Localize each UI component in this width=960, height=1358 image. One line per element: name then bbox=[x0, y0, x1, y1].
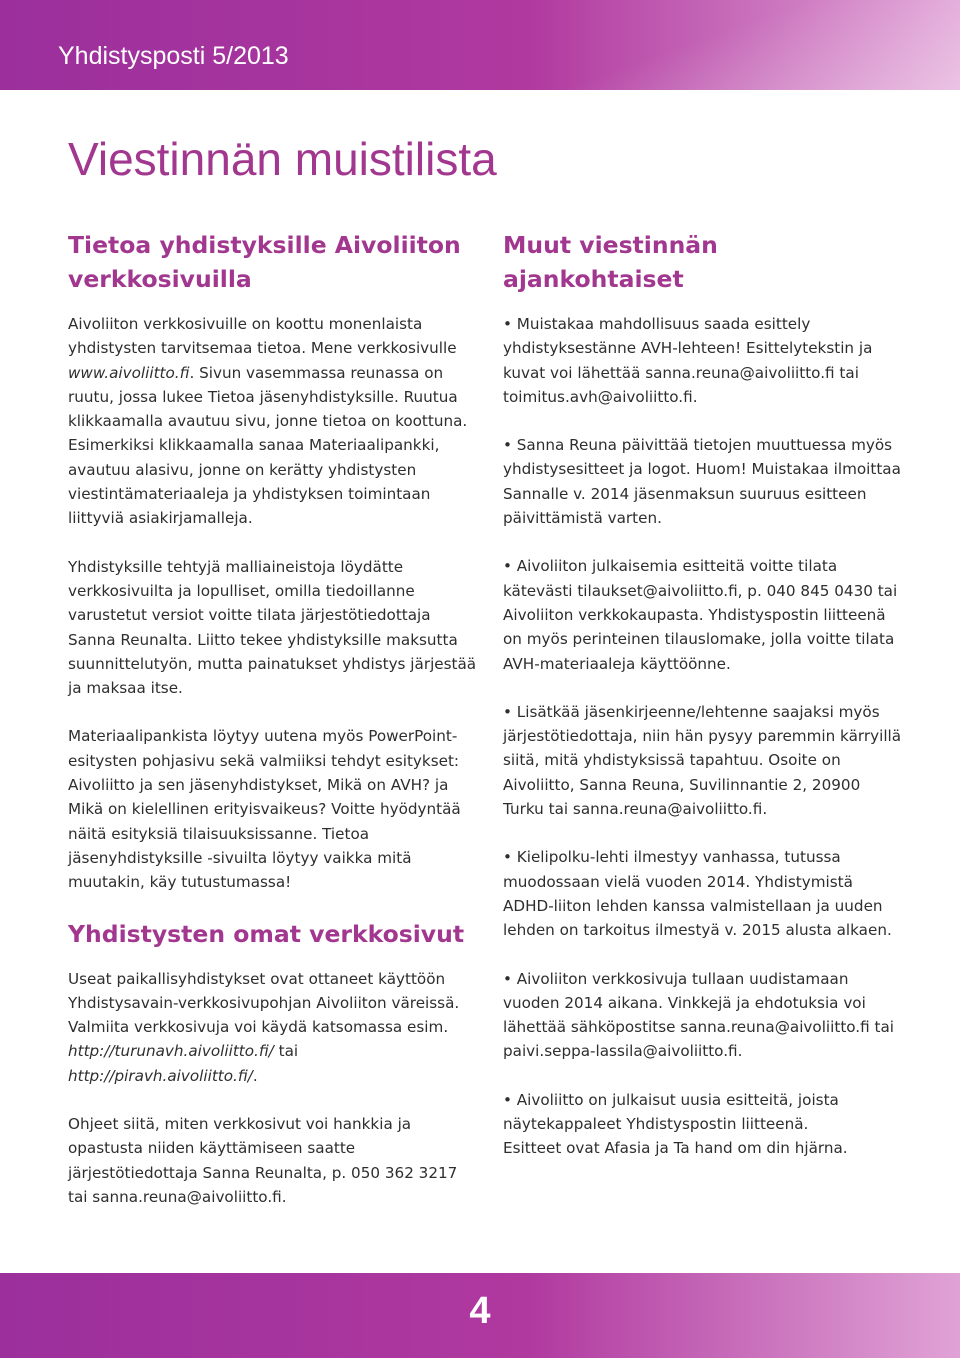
list-item: • Aivoliitto on julkaisut uusia esitteitä, joista näytekappaleet Yhdistyspostin liitteenä. bbox=[503, 1090, 839, 1134]
section-heading-other-news: Muut viestinnän ajankohtaiset bbox=[503, 231, 718, 293]
page-title: Viestinnän muistilista bbox=[68, 133, 497, 185]
paragraph-text: Aivoliiton verkkosivuille on koottu monenlaista yhdistysten tarvitsemaa tietoa. Mene verkkosivulle bbox=[68, 315, 457, 358]
left-column bbox=[68, 228, 478, 1209]
turku-site-link[interactable]: http://turunavh.aivoliitto.fi/ bbox=[68, 1042, 274, 1061]
list-item: • Aivoliiton verkkosivuja tullaan uudistamaan vuoden 2014 aikana. Vinkkejä ja ehdotuksia voi lähettää sähköpostitse sanna.reuna@aivoliitto.fi tai paivi.seppa-lassila@aivoliitto.fi. bbox=[503, 969, 895, 1061]
publication-title: Yhdistysposti 5/2013 bbox=[58, 42, 289, 70]
section-heading-own-websites: Yhdistysten omat verkkosivut bbox=[68, 919, 465, 948]
paragraph-instructions: Ohjeet siitä, miten verkkosivut voi hankkia ja opastusta niiden käyttämiseen saatte järjestötiedottaja Sanna Reunalta, p. 050 362 3217 tai sanna.reuna@aivoliitto.fi. bbox=[68, 1115, 458, 1206]
page-number: 4 bbox=[469, 1290, 491, 1332]
paragraph-text: tai bbox=[273, 1042, 299, 1061]
section-heading-association-info: Tietoa yhdistyksille Aivoliiton verkkosivuilla bbox=[68, 231, 461, 293]
paragraph-text: . bbox=[252, 1066, 258, 1085]
list-item: • Lisätkää jäsenkirjeenne/lehtenne saajaksi myös järjestötiedottaja, niin hän pysyy paremmin kärryillä siitä, mitä yhdistyksissä tapahtuu. Osoite on Aivoliitto, Sanna Reuna, Suvilinnantie 2, 20900 Turku tai sanna.reuna@aivoliitto.fi. bbox=[503, 702, 902, 819]
paragraph-powerpoint: Materiaalipankista löytyy uutena myös PowerPoint-esitysten pohjasivu sekä valmiiksi tehdyt esitykset: Aivoliitto ja sen jäsenyhdistykset, Mikä on AVH? ja Mikä on kielellinen erityisvaikeus? Voitte hyödyntää näitä esityksiä tilaisuuksissanne. Tietoa jäsenyhdistyksille -sivuilta löytyy vaikka mitä muutakin, käy tutustumassa! bbox=[68, 727, 461, 892]
list-item: • Muistakaa mahdollisuus saada esittely yhdistyksestänne AVH-lehteen! Esittelytekstin ja kuvat voi lähettää sanna.reuna@aivoliitto.fi tai toimitus.avh@aivoliitto.fi. bbox=[503, 315, 873, 406]
pirkanmaa-site-link[interactable]: http://piravh.aivoliitto.fi/ bbox=[68, 1066, 253, 1085]
list-item-continuation: Esitteet ovat Afasia ja Ta hand om din hjärna. bbox=[503, 1139, 848, 1158]
paragraph-website-info bbox=[68, 312, 478, 531]
paragraph-own-websites bbox=[68, 967, 478, 1088]
paragraph-templates: Yhdistyksille tehtyjä malliaineistoja löydätte verkkosivuilta ja lopulliset, omilla tiedoillanne varustetut versiot voitte tilata järjestötiedottaja Sanna Reunalta. Liitto tekee yhdistyksille maksutta suunnittelutyön, mutta painatukset yhdistys järjestää ja maksaa itse. bbox=[68, 557, 477, 698]
list-item: • Kielipolku-lehti ilmestyy vanhassa, tutussa muodossaan vielä vuoden 2014. Yhdistymistä ADHD-liiton lehden kanssa valmistellaan ja uuden lehden on tarkoitus ilmestyä v. 2015 alusta alkaen. bbox=[503, 848, 892, 940]
list-item: • Aivoliiton julkaisemia esitteitä voitte tilata kätevästi tilaukset@aivoliitto.fi, p. 040 845 0430 tai Aivoliiton verkkokaupasta. Yhdistyspostin liitteenä on myös perinteinen tilauslomake, jolla voitte tilata AVH-materiaaleja käyttöönne. bbox=[503, 557, 898, 673]
paragraph-text: Useat paikallisyhdistykset ovat ottaneet käyttöön Yhdistysavain-verkkosivupohjan Aivoliiton väreissä. Valmiita verkkosivuja voi käydä katsomassa esim. bbox=[68, 969, 460, 1037]
list-item: • Sanna Reuna päivittää tietojen muuttuessa myös yhdistysesitteet ja logot. Huom! Muistakaa ilmoittaa Sannalle v. 2014 jäsenmaksun suuruus esitteen päivittämistä varten. bbox=[503, 436, 901, 528]
right-column bbox=[503, 228, 903, 1161]
website-link[interactable]: www.aivoliitto.fi bbox=[68, 363, 190, 382]
paragraph-text: . Sivun vasemmassa reunassa on ruutu, jossa lukee Tietoa jäsenyhdistyksille. Ruutua klikkaamalla avautuu sivu, jonne tietoa on koottuna. Esimerkiksi klikkaamalla sanaa Materiaalipankki, avautuu alasivu, jonne on kerätty yhdistysten viestintämateriaaleja ja yhdistyksen toimintaan liittyviä asiakirjamalleja. bbox=[68, 363, 468, 528]
